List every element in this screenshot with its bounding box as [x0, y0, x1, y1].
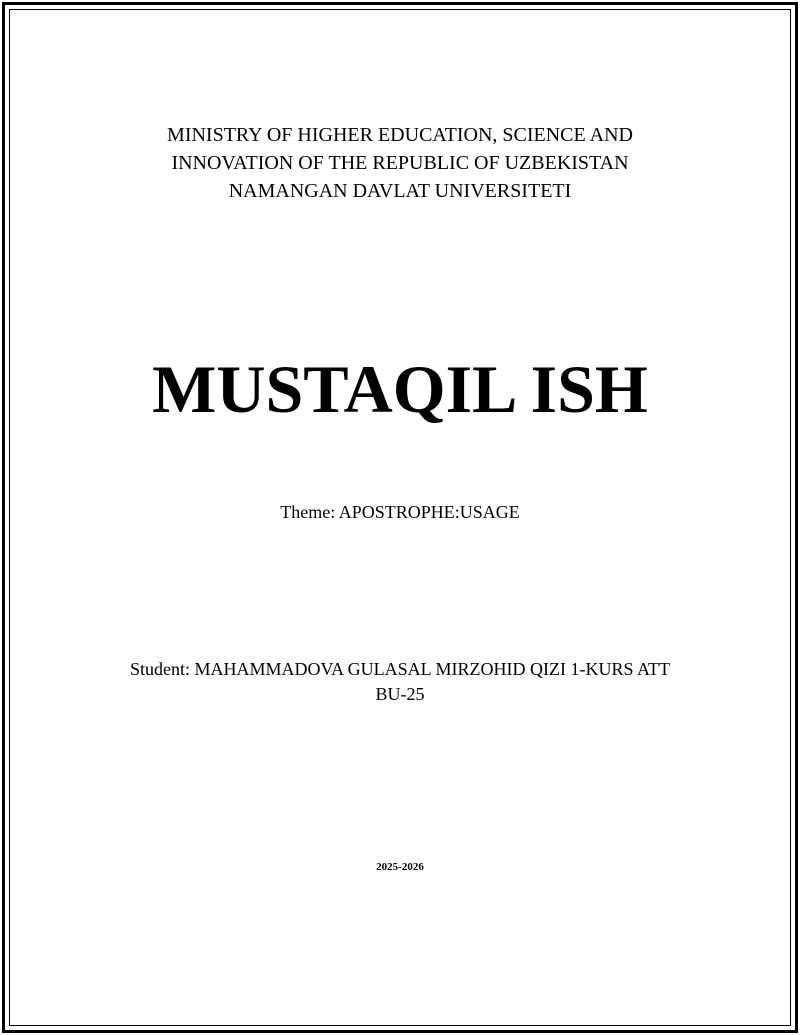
header-line-3: NAMANGAN DAVLAT UNIVERSITETI — [228, 180, 572, 202]
student-info — [0, 657, 800, 707]
academic-year: 2025-2026 — [376, 861, 424, 873]
ministry-header — [0, 121, 800, 205]
student-line-1: Student: MAHAMMADOVA GULASAL MIRZOHID QIZI 1-KURS ATT — [129, 659, 670, 679]
document-title: MUSTAQIL ISH — [152, 351, 648, 427]
student-line-2: BU-25 — [375, 684, 425, 704]
header-line-1: MINISTRY OF HIGHER EDUCATION, SCIENCE AND — [167, 124, 633, 146]
header-line-2: INNOVATION OF THE REPUBLIC OF UZBEKISTAN — [171, 152, 629, 174]
theme-line: Theme: APOSTROPHE:USAGE — [280, 502, 520, 522]
